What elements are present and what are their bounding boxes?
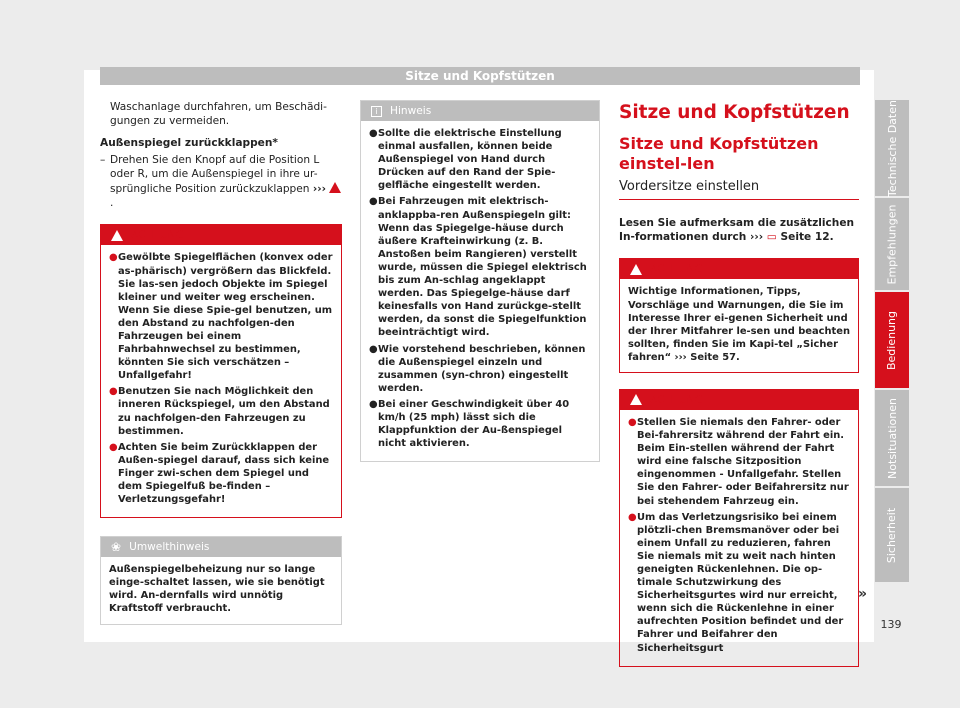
- column-right: [619, 100, 859, 667]
- list-item-text: Bei einer Geschwindigkeit über 40 km/h (25 mph) lässt sich die Klappfunktion der Au-ßenspiegel nicht aktivieren.: [378, 398, 570, 450]
- tab-label: Empfehlungen: [885, 204, 899, 284]
- section-title: Sitze und Kopfstützen einstel-len: [619, 134, 819, 173]
- list-item-text: Um das Verletzungsrisiko bei einem plötzli-chen Bremsmanöver oder bei einem Unfall zu reduzieren, fahren Sie niemals mit zu weit nach hinten geneigten Rückenlehnen. Die op-timale Schutzwirkung des Sicherheitsgurtes wird nur erreicht, wenn sich die Rückenlehne in einer aufrechten Position befindet und der Fahrer und Beifahrer den Sicherheitsgurt: [637, 511, 844, 654]
- note-box-header: [361, 101, 599, 121]
- tab-label: Technische Daten: [885, 99, 899, 197]
- tab-bedienung[interactable]: [875, 292, 909, 388]
- list-item-text: Gewölbte Spiegelflächen (konvex oder as-phärisch) vergrößern das Blickfeld. Sie las-sen jedoch Objekte im Spiegel kleiner und weiter weg erscheinen. Wenn Sie diese Spie-gel benutzen, um den Abstand zu nachfolgen-den Fahrzeugen bei einem Fahrbahnwechsel zu bestimmen, könnten Sie sich verschätzen – Unfallgefahr!: [118, 252, 333, 382]
- list-item: ● Bei Fahrzeugen mit elektrisch-anklappba-ren Außenspiegeln gilt: Wenn das Spiegelge-häuse durch äußere Krafteinwirkung (z. B. Anstoßen beim Rangieren) verstellt wurde, müssen die Spiegel elektrisch bis zum An-schlag angeklappt werden. Das Spiegelge-häuse darf keinesfalls von Hand zurückge-stellt werden, da sonst die Spiegelfunktion beeinträchtigt wird.: [369, 196, 587, 339]
- cross-ref-arrow[interactable]: ›››: [749, 231, 764, 244]
- warning-box-header: [620, 390, 858, 410]
- warning-title: ACHTUNG: [650, 263, 703, 276]
- warning-box-body: [620, 410, 858, 666]
- environment-note-body: [101, 557, 341, 623]
- list-item-text: Bei Fahrzeugen mit elektrisch-anklappba-ren Außenspiegeln gilt: Wenn das Spiegelge-häuse durch äußere Krafteinwirkung (z. B. Anstoßen beim Rangieren) verstellt wurde, müssen die Spiegel elektrisch bis zum An-schlag angeklappt werden. Das Spiegelge-häuse darf keinesfalls von Hand zurückge-stellt werden, da sonst die Spiegelfunktion beeinträchtigt wird.: [378, 196, 587, 339]
- page-reference-link[interactable]: Seite 12.: [780, 231, 834, 244]
- warning-box-body: [101, 245, 341, 517]
- cross-ref-arrow[interactable]: ›››: [312, 183, 326, 196]
- list-item-text: Achten Sie beim Zurückklappen der Außen-spiegel darauf, dass sich keine Finger zwi-schen dem Spiegel und dem Spiegelfuß be-finden – Verletzungsgefahr!: [118, 441, 330, 506]
- list-item: ● Wie vorstehend beschrieben, können die Außenspiegel einzeln und zusammen (syn-chron) eingestellt werden.: [369, 343, 586, 394]
- leaf-icon: ❀: [111, 540, 122, 555]
- list-item-text: Benutzen Sie nach Möglichkeit den inneren Rückspiegel, um den Abstand zu nachfolgen-den Fahrzeugen zu bestimmen.: [118, 386, 330, 437]
- list-item: ● Um das Verletzungsrisiko bei einem plötzli-chen Bremsmanöver oder bei einem Unfall zu reduzieren, fahren Sie niemals mit zu weit nach hinten geneigten Rückenlehnen. Die op-timale Schutzwirkung des Sicherheitsgurtes wird nur erreicht, wenn sich die Rückenlehne in einer aufrechten Position befindet und der Fahrer und Beifahrer den Sicherheitsgurt: [628, 511, 844, 654]
- list-item: ● Gewölbte Spiegelflächen (konvex oder as-phärisch) vergrößern das Blickfeld. Sie las-sen jedoch Objekte im Spiegel kleiner und weiter weg erscheinen. Wenn Sie diese Spie-gel benutzen, um den Abstand zu nachfolgen-den Fahrzeugen bei einem Fahrbahnwechsel zu bestimmen, könnten Sie sich verschätzen – Unfallgefahr!: [109, 252, 333, 382]
- warning-box: [100, 224, 342, 518]
- list-item: ● Sollte die elektrische Einstellung einmal ausfallen, können beide Außenspiegel von Hand durch Drücken auf den Rand der Spie-gelfläche eingestellt werden.: [369, 128, 562, 192]
- list-item-text: Stellen Sie niemals den Fahrer- oder Bei-fahrersitz während der Fahrt ein. Beim Ein-stellen während der Fahrt wird eine falsche Sitzposition eingenommen - Unfallgefahr. Stellen Sie den Fahrer- oder Beifahrersitz nur bei stehendem Fahrzeug ein.: [637, 416, 849, 507]
- page-header-title: Sitze und Kopfstützen: [100, 67, 860, 85]
- list-item: ● Stellen Sie niemals den Fahrer- oder Bei-fahrersitz während der Fahrt ein. Beim Ein-stellen während der Fahrt wird eine falsche Sitzposition eingenommen - Unfallgefahr. Stellen Sie den Fahrer- oder Beifahrersitz nur bei stehendem Fahrzeug ein.: [628, 416, 849, 507]
- tab-empfehlungen[interactable]: [875, 198, 909, 290]
- lead-paragraph: [619, 216, 859, 244]
- list-item: ● Bei einer Geschwindigkeit über 40 km/h (25 mph) lässt sich die Klappfunktion der Au-ßenspiegel nicht aktivieren.: [369, 398, 570, 450]
- continue-mark: »: [858, 586, 868, 602]
- cross-ref-arrow[interactable]: ›››: [674, 351, 687, 363]
- dash-bullet: –: [100, 153, 106, 166]
- lead-text: Lesen Sie aufmerksam die zusätzlichen In-formationen durch: [619, 217, 855, 244]
- tab-sicherheit[interactable]: [875, 488, 909, 582]
- warning-triangle-icon: [329, 182, 341, 193]
- column-left: [100, 100, 342, 625]
- subsection-title: Vordersitze einstellen: [619, 178, 859, 200]
- warning-box: [619, 258, 859, 373]
- book-icon: ▭: [766, 231, 777, 244]
- warning-title: ACHTUNG: [131, 229, 184, 242]
- warning-box-header: [620, 259, 858, 279]
- warning-box: [619, 389, 859, 667]
- instruction-text: Drehen Sie den Knopf auf die Position L oder R, um die Außenspiegel in ihre ur-sprüngliche Position zurückzuklappen: [110, 153, 320, 196]
- page-number: 139: [880, 618, 902, 631]
- subheading-mirror-fold: Außenspiegel zurückklappen*: [100, 137, 278, 150]
- list-item-text: Wie vorstehend beschrieben, können die Außenspiegel einzeln und zusammen (syn-chron) eingestellt werden.: [378, 343, 586, 394]
- column-middle: [360, 100, 600, 462]
- warning-box-header: [101, 225, 341, 245]
- warning-title: ACHTUNG: [650, 393, 703, 406]
- environment-note-text: Außenspiegelbeheizung nur so lange einge-schaltet lassen, wie sie benötigt wird. An-dernfalls wird unnötig Kraftstoff verbraucht.: [109, 564, 325, 615]
- list-item: ● Achten Sie beim Zurückklappen der Außen-spiegel darauf, dass sich keine Finger zwi-schen dem Spiegel und dem Spiegelfuß be-finden – Verletzungsgefahr!: [109, 441, 330, 506]
- environment-note-box: [100, 536, 342, 624]
- tab-label: Bedienung: [885, 310, 899, 370]
- chapter-title: Sitze und Kopfstützen: [619, 102, 850, 123]
- note-box-body: [361, 121, 599, 461]
- environment-note-title: Umwelthinweis: [129, 541, 210, 554]
- warning-triangle-icon: [630, 264, 642, 275]
- tab-label: Notsituationen: [885, 397, 899, 479]
- warning-triangle-icon: [630, 394, 642, 405]
- tab-notsituationen[interactable]: [875, 390, 909, 486]
- warning-box-body: [620, 279, 858, 372]
- list-item: ● Benutzen Sie nach Möglichkeit den inneren Rückspiegel, um den Abstand zu nachfolgen-den Fahrzeugen zu bestimmen.: [109, 386, 330, 437]
- warning-text-body: Wichtige Informationen, Tipps, Vorschläge und Warnungen, die Sie im Interesse Ihrer ei-genen Sicherheit und der Ihrer Mitfahrer le-sen und beachten sollten, finden Sie im Kapi-tel „Sicher fahren“: [628, 286, 851, 363]
- warning-triangle-icon: [111, 230, 123, 241]
- page-reference-link[interactable]: Seite 57.: [690, 351, 740, 363]
- warning-text: [628, 285, 850, 364]
- instruction-item: – Drehen Sie den Knopf auf die Position L oder R, um die Außenspiegel in ihre ur-sprüngliche Position zurückzuklappen ››› .: [100, 153, 342, 211]
- note-title: Hinweis: [390, 105, 432, 117]
- intro-text: Waschanlage durchfahren, um Beschädi-gungen zu vermeiden.: [110, 101, 327, 128]
- list-item-text: Sollte die elektrische Einstellung einmal ausfallen, können beide Außenspiegel von Hand durch Drücken auf den Rand der Spie-gelfläche eingestellt werden.: [378, 128, 562, 192]
- info-icon: i: [371, 106, 382, 117]
- environment-note-header: [101, 537, 341, 557]
- note-box: [360, 100, 600, 462]
- tab-technische-daten[interactable]: [875, 100, 909, 196]
- tab-label: Sicherheit: [885, 507, 899, 563]
